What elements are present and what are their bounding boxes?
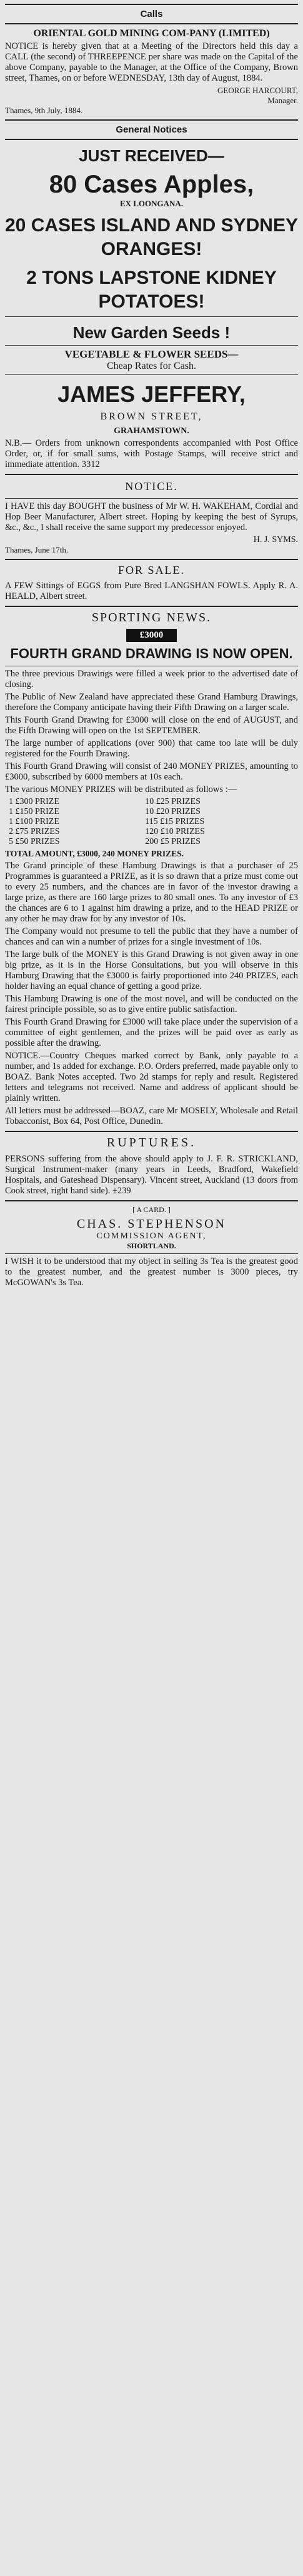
sporting-p9: The large bulk of the MONEY is this Grand Drawing is not given away in one big prize, as it is in the Horse Consultations, but you will observe in this Hamburg Drawing that the £3000 is fairly proportioned into 240 PRIZES, each holder having an equal chance of getting a good prize. bbox=[5, 950, 298, 991]
calls-role: Manager. bbox=[267, 96, 298, 105]
merchant-name: JAMES JEFFERY, bbox=[57, 381, 246, 407]
divider bbox=[5, 374, 298, 375]
merchant-town: GRAHAMSTOWN. bbox=[114, 426, 189, 436]
sporting-p2: The Public of New Zealand have appreciated these Grand Hamburg Drawings, therefore the Company anticipate having their Fifth Drawing on a larger scale. bbox=[5, 692, 298, 713]
divider bbox=[5, 606, 298, 607]
tea-notice: I WISH it to be understood that my object in selling 3s Tea is the greatest good to the greatest number, and the greatest number is 3000 pieces, try McGOWAN's 3s Tea. bbox=[5, 1256, 298, 1288]
table-row bbox=[5, 807, 298, 817]
table-cell: 10 £20 PRIZES bbox=[145, 807, 201, 816]
divider bbox=[5, 474, 298, 475]
sporting-p8: The Company would not presume to tell the public that they have a number of chances and can win a number of prizes for a single investment of 10s. bbox=[5, 926, 298, 947]
table-row bbox=[5, 827, 298, 837]
table-cell: 1 £100 PRIZE bbox=[9, 817, 59, 826]
just-received: JUST RECEIVED— bbox=[79, 146, 224, 165]
sporting-p13: All letters must be addressed—BOAZ, care Mr MOSELY, Wholesale and Retail Tobacconist, Box 64, Post Office, Dunedin. bbox=[5, 1106, 298, 1126]
sporting-p5: This Fourth Grand Drawing will consist of 240 MONEY PRIZES, amounting to £3000, subscribed by 6000 members at 10s each. bbox=[5, 761, 298, 782]
divider bbox=[5, 559, 298, 560]
card-label: [ A CARD. ] bbox=[132, 1205, 171, 1214]
divider bbox=[5, 1200, 298, 1201]
table-cell: 5 £50 PRIZES bbox=[9, 837, 60, 846]
notice-header: NOTICE. bbox=[125, 480, 178, 493]
notice-body: I HAVE this day BOUGHT the business of Mr W. H. WAKEHAM, Cordial and Hop Beer Manufacturer, Albert street. Hoping by keeping the best of Syrups, &c., &c., I shall receive the same support my predecessor enjoyed. bbox=[5, 501, 298, 533]
table-cell: 2 £75 PRIZES bbox=[9, 827, 60, 836]
divider bbox=[5, 1131, 298, 1132]
sporting-p7: The Grand principle of these Hamburg Drawings is that a purchaser of 25 Programmes is guaranteed a PRIZE, as it is so drawn that a prize must come out to every 25 numbers, and the chances are in favor of the investor drawing a large prize, as there are 160 large prizes to 80 small ones. To any investor of £3 the chances are 6 to 1 against him drawing a prize, and to the HEAD PRIZE or any other he may draw for by any investor of 10s. bbox=[5, 861, 298, 924]
oranges-heading: 20 CASES ISLAND AND SYDNEY ORANGES! bbox=[5, 215, 298, 259]
apples-heading: 80 Cases Apples, bbox=[49, 171, 254, 198]
table-row bbox=[5, 837, 298, 847]
sporting-p10: This Hamburg Drawing is one of the most novel, and will be conducted on the fairest principle possible, so as to give entire public satisfaction. bbox=[5, 994, 298, 1015]
vegetable-seeds: VEGETABLE & FLOWER SEEDS— bbox=[64, 348, 239, 360]
divider bbox=[5, 23, 298, 24]
cheap-rates: Cheap Rates for Cash. bbox=[106, 361, 197, 371]
divider bbox=[5, 345, 298, 346]
divider bbox=[5, 4, 298, 5]
ex-loongana: EX LOONGANA. bbox=[119, 199, 184, 208]
sporting-p11: This Fourth Grand Drawing for £3000 will take place under the supervision of a committee of eight gentlemen, and the prizes will be paid over as early as possible after the drawing. bbox=[5, 1017, 298, 1048]
card-role: COMMISSION AGENT, bbox=[96, 1231, 207, 1241]
ruptures-header: RUPTURES. bbox=[106, 1136, 197, 1150]
divider bbox=[5, 316, 298, 317]
table-cell: 200 £5 PRIZES bbox=[145, 837, 201, 846]
table-cell: 1 £150 PRIZE bbox=[9, 807, 59, 816]
divider bbox=[5, 119, 298, 121]
calls-body: NOTICE is hereby given that at a Meeting of the Directors held this day a CALL (the second) of THREEPENCE per share was made on the Capital of the above Company, payable to the Manager, at the Office of the Company, Brown street, Thames, on or before WEDNESDAY, 13th day of August, 1884. bbox=[5, 41, 298, 83]
card-town: SHORTLAND. bbox=[127, 1241, 176, 1250]
merchant-street: BROWN STREET, bbox=[100, 411, 203, 422]
amount-label: £3000 bbox=[126, 629, 177, 642]
sporting-p3: This Fourth Grand Drawing for £3000 will close on the end of AUGUST, and the Fifth Drawing will open on the 1st SEPTEMBER. bbox=[5, 715, 298, 736]
notice-sign: H. J. SYMS. bbox=[253, 535, 298, 544]
amount-banner bbox=[5, 629, 298, 642]
divider bbox=[5, 498, 298, 499]
table-cell: 120 £10 PRIZES bbox=[145, 827, 205, 836]
sporting-p1: The three previous Drawings were filled a week prior to the advertised date of closing. bbox=[5, 669, 298, 689]
card-name: CHAS. STEPHENSON bbox=[76, 1217, 227, 1231]
sporting-p4: The large number of applications (over 900) that came too late will be duly registered for the Fourth Drawing. bbox=[5, 738, 298, 759]
table-row bbox=[5, 817, 298, 827]
section-header-general-notices: General Notices bbox=[116, 124, 187, 135]
company-name: ORIENTAL GOLD MINING COM-PANY (LIMITED) bbox=[33, 28, 270, 39]
table-cell: 115 £15 PRIZES bbox=[145, 817, 205, 826]
table-row bbox=[5, 797, 298, 807]
section-header-calls: Calls bbox=[140, 9, 163, 19]
divider bbox=[5, 1253, 298, 1254]
calls-date: Thames, 9th July, 1884. bbox=[5, 106, 83, 115]
forsale-body: A FEW Sittings of EGGS from Pure Bred LANGSHAN FOWLS. Apply R. A. HEALD, Albert street. bbox=[5, 581, 298, 601]
newspaper-column bbox=[5, 4, 298, 1288]
prize-table bbox=[5, 797, 298, 847]
potatoes-heading: 2 TONS LAPSTONE KIDNEY POTATOES! bbox=[26, 268, 277, 312]
garden-seeds-heading: New Garden Seeds ! bbox=[72, 323, 231, 342]
notice-date: Thames, June 17th. bbox=[5, 545, 69, 554]
sporting-header: SPORTING NEWS. bbox=[91, 611, 212, 624]
sporting-p12: NOTICE.—Country Cheques marked correct by Bank, only payable to a number, and 1s added for exchange. P.O. Orders preferred, made payable only to BOAZ. Bank Notes accepted. Two 2d stamps for reply and result. Registered letters and telegrams not received. Name and address of applicant should be plainly written. bbox=[5, 1051, 298, 1103]
drawing-title: FOURTH GRAND DRAWING IS NOW OPEN. bbox=[10, 646, 293, 661]
divider bbox=[5, 139, 298, 140]
sporting-p6: The various MONEY PRIZES will be distributed as follows :— bbox=[5, 784, 237, 794]
prize-total: TOTAL AMOUNT, £3000, 240 MONEY PRIZES. bbox=[5, 849, 184, 858]
table-cell: 10 £25 PRIZES bbox=[145, 797, 201, 806]
calls-signatory: GEORGE HARCOURT, bbox=[217, 86, 298, 95]
forsale-header: FOR SALE. bbox=[117, 564, 185, 576]
ruptures-body: PERSONS suffering from the above should apply to J. F. R. STRICKLAND, Surgical Instrument-maker (many years in Leeds, Bradford, Wakefield Hospitals, and Gateshead Dispensary). Vincent street, Auckland (13 doors from Cook street, right hand side). ±239 bbox=[5, 1154, 298, 1196]
table-cell: 1 £300 PRIZE bbox=[9, 797, 59, 806]
orders-note: N.B.— Orders from unknown correspondents accompanied with Post Office Order, or, if for small sums, with Postage Stamps, will receive strict and immediate attention. 3312 bbox=[5, 438, 298, 469]
